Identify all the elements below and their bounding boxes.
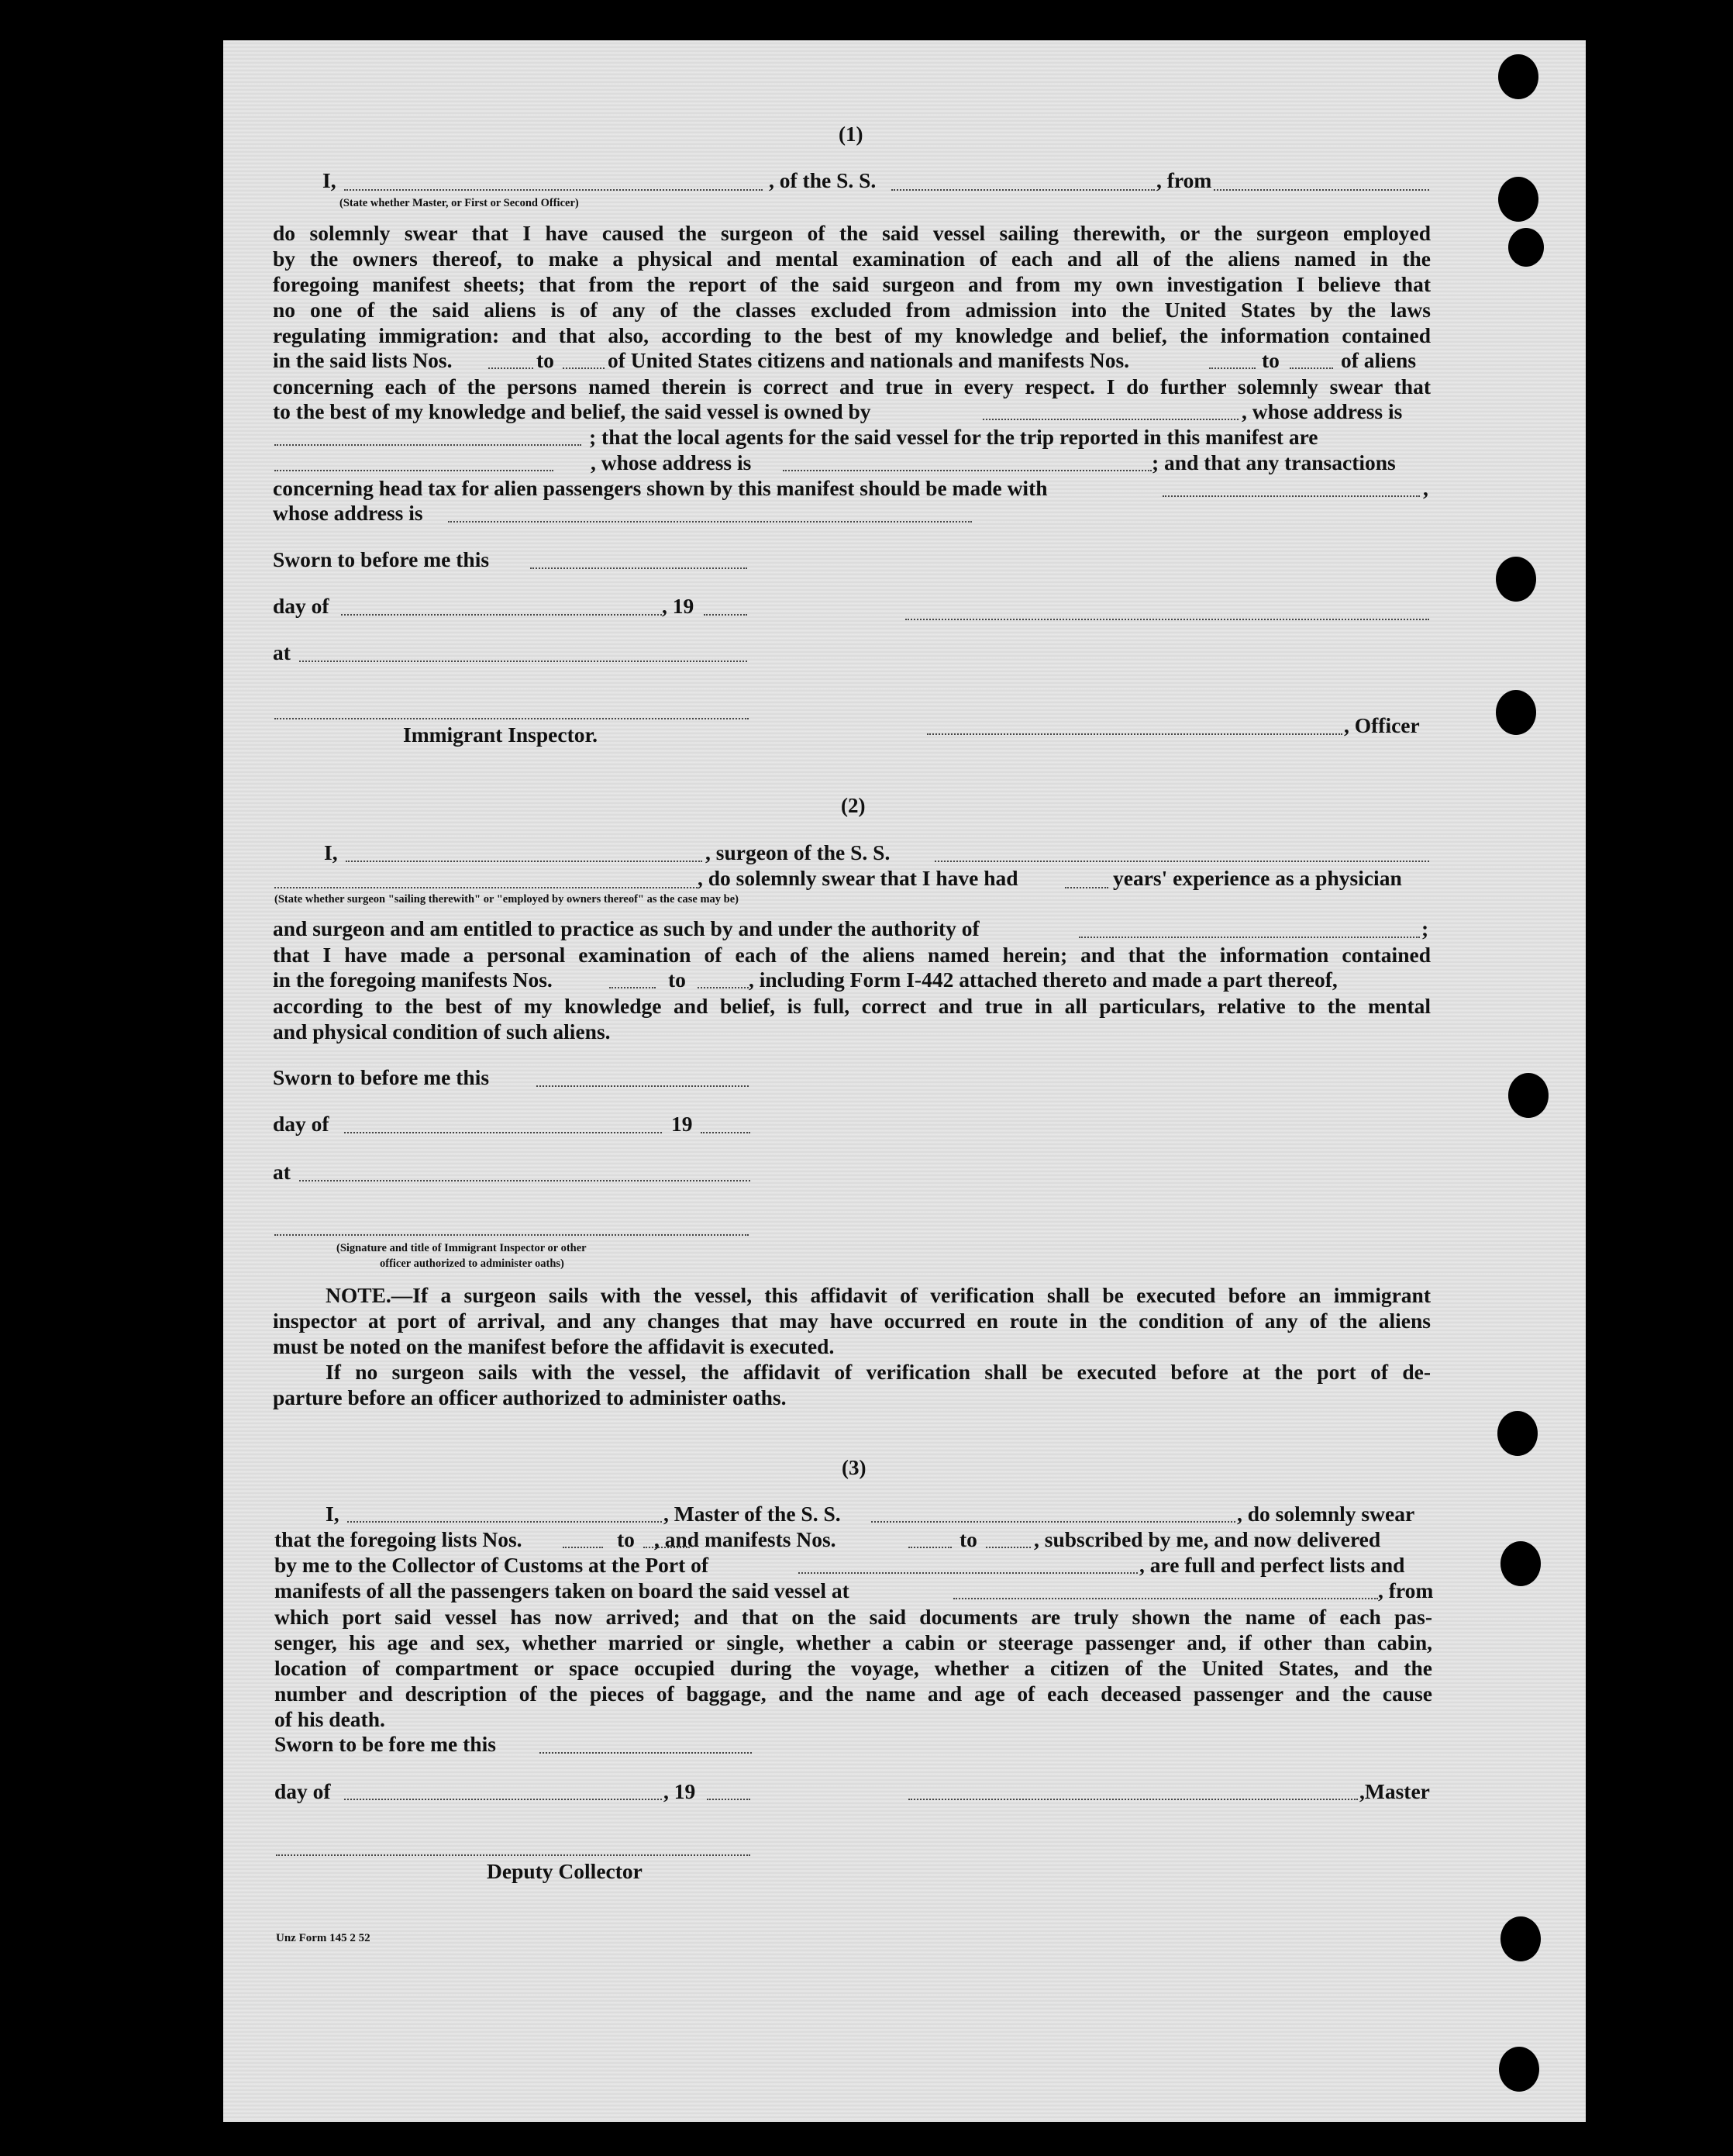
punch-hole (1508, 1073, 1549, 1118)
text-fragment: ; that the local agents for the said vessel for the trip reported in this manifest are (589, 425, 1318, 449)
form-identifier: Unz Form 145 2 52 (276, 1932, 370, 1944)
text-fragment: years' experience as a physician (1113, 866, 1402, 890)
inspector-label: Immigrant Inspector. (403, 723, 598, 747)
text-line: senger, his age and sex, whether married or single, whether a cabin or steerage passenger and, if other than cabin, (274, 1630, 1432, 1654)
text-line: which port said vessel has now arrived; and that on the said documents are truly shown the name of each pas- (274, 1605, 1432, 1629)
blank-line (530, 567, 747, 569)
text-line: foregoing manifest sheets; that from the report of the said surgeon and from my own investigation I believe that (273, 272, 1431, 296)
punch-hole (1500, 1916, 1541, 1961)
blank-line (891, 189, 1155, 191)
text-fragment: of aliens (1341, 348, 1417, 372)
blank-line (563, 367, 605, 369)
punch-hole (1498, 54, 1538, 99)
text-line: regulating immigration: and that also, according to the best of my knowledge and belief, the information contained (273, 323, 1431, 347)
text-line: and physical condition of such aliens. (273, 1019, 611, 1044)
blank-line (986, 1547, 1031, 1548)
text-line: NOTE.—If a surgeon sails with the vessel, this affidavit of verification shall be executed before an immigrant (326, 1283, 1431, 1307)
day-of-label: day of (274, 1779, 331, 1803)
text-fragment: ; (1421, 916, 1429, 940)
punch-hole (1508, 228, 1544, 267)
text-fragment: , whose address is (1242, 399, 1403, 423)
text-line: by the owners thereof, to make a physical and mental examination of each and all of the aliens named in the (273, 247, 1431, 271)
master-signature-label: ,Master (1359, 1779, 1430, 1803)
from-label: , from (1156, 168, 1212, 192)
signature-note: officer authorized to administer oaths) (380, 1257, 564, 1270)
at-label: at (273, 1160, 291, 1184)
text-line: no one of the said aliens is of any of the classes excluded from admission into the United States by the laws (273, 298, 1431, 322)
signature-line (927, 733, 1342, 735)
blank-line (983, 419, 1239, 420)
blank-line (299, 661, 747, 662)
at-label: at (273, 640, 291, 664)
blank-line (935, 861, 1429, 862)
text-line: parture before an officer authorized to administer oaths. (273, 1385, 787, 1409)
text-fragment: , do solemnly swear (1237, 1502, 1415, 1526)
blank-line (344, 1799, 662, 1800)
blank-line (299, 1180, 750, 1181)
affidavit-text (273, 220, 1431, 348)
blank-line (783, 470, 1152, 471)
blank-line (609, 987, 656, 988)
blank-line (1209, 367, 1256, 369)
blank-line (704, 614, 747, 616)
text-fragment: and surgeon and am entitled to practice as such by and under the authority of (273, 916, 980, 940)
signature-note: (Signature and title of Immigrant Inspector or other (336, 1242, 587, 1254)
text-fragment: , and manifests Nos. (654, 1527, 836, 1551)
blank-line (274, 887, 698, 888)
signature-line (274, 1234, 749, 1236)
affidavit-text (274, 1604, 1432, 1732)
section-number: (3) (842, 1456, 867, 1479)
blank-line (488, 367, 533, 369)
text-fragment: , whose address is (591, 450, 752, 474)
text-fragment: to (536, 348, 554, 372)
text-fragment: whose address is (273, 501, 423, 525)
blank-line (707, 1799, 750, 1800)
blank-line (341, 614, 662, 616)
section-number: (2) (841, 794, 866, 817)
blank-line (563, 1547, 603, 1548)
blank-line (908, 1547, 952, 1548)
master-label: , Master of the S. S. (663, 1502, 841, 1526)
text-fragment: to (668, 968, 686, 992)
text-fragment: manifests of all the passengers taken on board the said vessel at (274, 1578, 849, 1602)
blank-line (953, 1598, 1378, 1599)
punch-hole (1498, 177, 1538, 222)
year-label: , 19 (663, 1779, 696, 1803)
punch-hole (1496, 557, 1536, 602)
punch-hole (1499, 2047, 1539, 2092)
text-fragment: of United States citizens and nationals and manifests Nos. (608, 348, 1130, 372)
note-text (273, 1282, 1431, 1410)
field-note: (State whether Master, or First or Second Officer) (339, 197, 579, 209)
text-fragment: , are full and perfect lists and (1139, 1553, 1405, 1577)
sworn-label: Sworn to before me this (273, 1065, 490, 1089)
punch-hole (1496, 690, 1536, 735)
text-fragment: to (1262, 348, 1280, 372)
i-label: I, (322, 168, 336, 192)
text-line: inspector at port of arrival, and any changes that may have occurred en route in the condition of any of the aliens (273, 1309, 1431, 1333)
text-fragment: concerning head tax for alien passengers shown by this manifest should be made with (273, 476, 1048, 500)
affidavit-text (273, 374, 1431, 399)
blank-line (701, 1132, 750, 1133)
text-line: according to the best of my knowledge and belief, is full, correct and true in all particulars, relative to the mental (273, 994, 1431, 1018)
blank-line (344, 189, 763, 191)
text-fragment: , subscribed by me, and now delivered (1034, 1527, 1381, 1551)
punch-hole (1497, 1411, 1538, 1456)
blank-line (448, 521, 972, 523)
affidavit-text (273, 993, 1431, 1044)
text-line: If no surgeon sails with the vessel, the affidavit of verification shall be executed before at the port of de- (326, 1360, 1431, 1384)
year-label: , 19 (662, 594, 694, 618)
blank-line (1065, 887, 1108, 888)
blank-line (1290, 367, 1333, 369)
day-of-label: day of (273, 594, 329, 618)
sworn-label: Sworn to before me this (273, 547, 490, 571)
blank-line (698, 987, 749, 988)
text-fragment: in the said lists Nos. (273, 348, 453, 372)
text-fragment: , including Form I-442 attached thereto and made a part thereof, (749, 968, 1338, 992)
surgeon-label: , surgeon of the S. S. (705, 840, 891, 864)
signature-line (908, 1799, 1358, 1800)
text-fragment: to (960, 1527, 977, 1551)
i-label: I, (326, 1502, 339, 1526)
blank-line (274, 470, 553, 471)
text-line: must be noted on the manifest before the affidavit is executed. (273, 1334, 835, 1358)
deputy-collector-label: Deputy Collector (487, 1859, 643, 1883)
blank-line (344, 1132, 662, 1133)
signature-line (276, 1854, 750, 1856)
blank-line (536, 1085, 749, 1087)
blank-line (539, 1752, 752, 1754)
sworn-label: Sworn to be fore me this (274, 1732, 496, 1756)
text-fragment: to the best of my knowledge and belief, the said vessel is owned by (273, 399, 871, 423)
punch-hole (1500, 1541, 1541, 1586)
blank-line (274, 444, 581, 446)
signature-line (274, 718, 749, 719)
text-fragment: by me to the Collector of Customs at the Port of (274, 1553, 709, 1577)
text-fragment: , do solemnly swear that I have had (698, 866, 1018, 890)
day-of-label: day of (273, 1112, 329, 1136)
text-fragment: that the foregoing lists Nos. (274, 1527, 522, 1551)
blank-line (798, 1572, 1138, 1574)
blank-line (346, 861, 702, 862)
text-fragment: , from (1378, 1578, 1434, 1602)
text-fragment: ; and that any transactions (1152, 450, 1396, 474)
blank-line (1079, 937, 1420, 938)
text-fragment: in the foregoing manifests Nos. (273, 968, 553, 992)
text-line: that I have made a personal examination of each of the aliens named herein; and that the information contained (273, 943, 1431, 967)
text-fragment: to (617, 1527, 635, 1551)
text-line: location of compartment or space occupied during the voyage, whether a citizen of the United States, and the (274, 1656, 1432, 1680)
i-label: I, (324, 840, 338, 864)
signature-line (905, 619, 1429, 620)
blank-line (1163, 495, 1420, 497)
year-label: 19 (671, 1112, 693, 1136)
blank-line (871, 1521, 1235, 1523)
officer-label: , Officer (1344, 713, 1420, 737)
text-line: do solemnly swear that I have caused the surgeon of the said vessel sailing therewith, or the surgeon employed (273, 221, 1431, 245)
of-ss-label: , of the S. S. (769, 168, 877, 192)
affidavit-text (273, 942, 1431, 968)
field-note: (State whether surgeon "sailing therewith" or "employed by owners thereof" as the case may be) (274, 893, 739, 906)
text-line: concerning each of the persons named therein is correct and true in every respect. I do further solemnly swear that (273, 374, 1431, 398)
blank-line (347, 1521, 662, 1523)
text-line: of his death. (274, 1707, 385, 1731)
section-number: (1) (839, 122, 863, 146)
text-fragment: , (1423, 476, 1428, 500)
blank-line (1214, 189, 1429, 191)
text-line: number and description of the pieces of baggage, and the name and age of each deceased passenger and the cause (274, 1682, 1432, 1706)
